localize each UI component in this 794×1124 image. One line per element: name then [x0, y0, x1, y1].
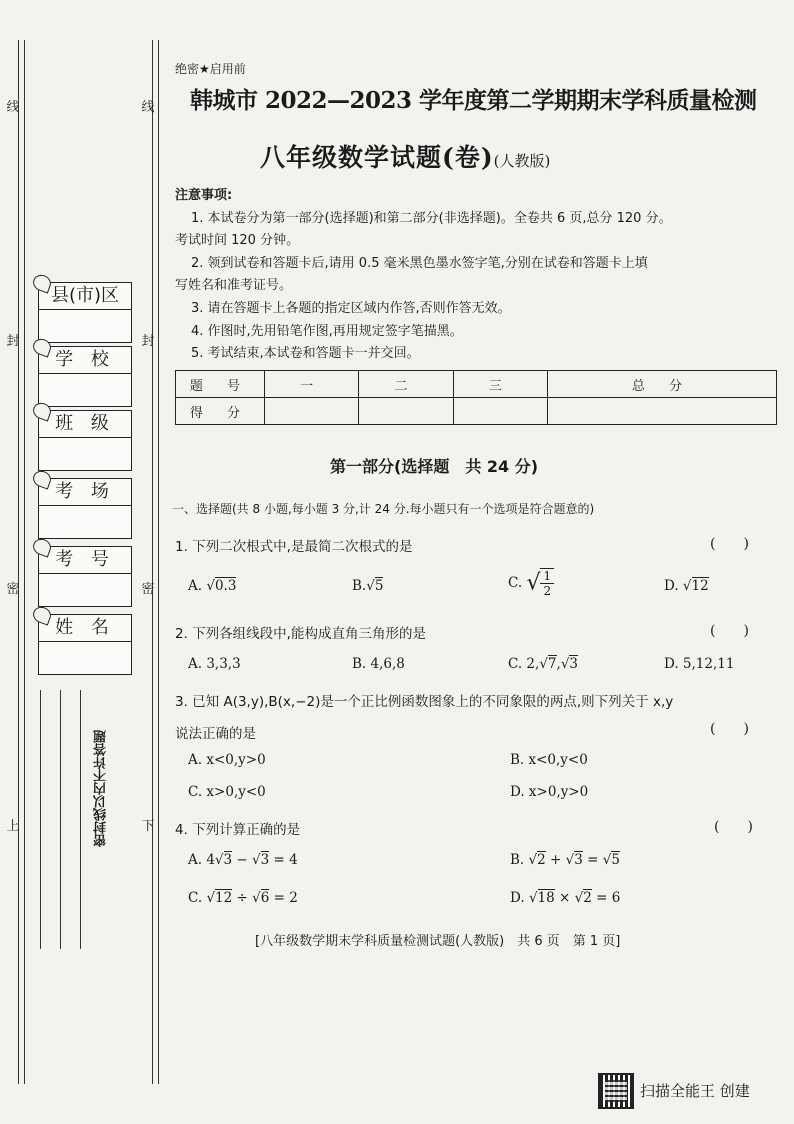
- edition-text: (人教版): [493, 152, 551, 170]
- table-cell: 题 号: [176, 371, 265, 398]
- note-line: 4. 作图时,先用铅笔作图,再用规定签字笔描黑。: [191, 323, 463, 339]
- field-box[interactable]: [38, 310, 132, 343]
- notes: [175, 185, 775, 366]
- opt-letter: A.: [188, 578, 203, 594]
- opt-text: D.: [510, 890, 529, 906]
- exam-room-field[interactable]: [38, 478, 132, 539]
- question-4: 4. 下列计算正确的是: [175, 822, 301, 838]
- score-cell[interactable]: [265, 398, 359, 425]
- margin-char: 上: [6, 819, 20, 834]
- q4-option-d: D. √18 × √2 = 6: [510, 890, 621, 906]
- q1-option-c: [508, 568, 554, 598]
- margin-char: 密: [141, 582, 155, 597]
- note-line: 1. 本试卷分为第一部分(选择题)和第二部分(非选择题)。全卷共 6 页,总分 120 分。: [191, 210, 672, 226]
- opt-letter: B.: [352, 578, 367, 594]
- binding-line-2: [24, 40, 25, 1084]
- q4-option-c: C. √12 ÷ √6 = 2: [188, 890, 298, 906]
- note-line: 写姓名和准考证号。: [175, 278, 293, 294]
- opt-text: A. 4: [188, 852, 215, 868]
- subtitle-text: 八年级数学试题(卷): [260, 143, 494, 172]
- table-cell: 一: [265, 371, 359, 398]
- notes-heading: 注意事项:: [175, 188, 233, 203]
- secret-mark: 绝密★启用前: [175, 62, 246, 76]
- county-field[interactable]: [38, 282, 132, 343]
- name-field[interactable]: [38, 614, 132, 675]
- margin-char: 封: [6, 334, 20, 349]
- field-label: 姓 名: [38, 614, 132, 642]
- margin-char: 线: [6, 100, 20, 115]
- radicand: 3: [223, 852, 233, 868]
- opt-text: = 2: [269, 890, 298, 906]
- answer-paren[interactable]: ( ): [710, 536, 749, 552]
- field-box[interactable]: [38, 506, 132, 539]
- opt-text: C.: [188, 890, 207, 906]
- binding-line-1: [18, 40, 19, 1084]
- binding-line-3: [152, 40, 153, 1084]
- field-label: 考 场: [38, 478, 132, 506]
- exam-number-field[interactable]: [38, 546, 132, 607]
- q1-option-a: A. √0.3: [188, 578, 237, 594]
- denominator: 2: [543, 584, 552, 598]
- question-3-cont: 说法正确的是: [175, 726, 256, 742]
- q2-option-c: C. 2,√7,√3: [508, 656, 579, 672]
- opt-letter: D.: [664, 578, 679, 594]
- radicand: 7: [547, 656, 557, 672]
- qr-code-icon: [598, 1073, 634, 1109]
- opt-text: = 6: [591, 890, 621, 906]
- exam-subtitle: [260, 138, 550, 174]
- scanner-watermark: 扫描全能王 创建: [640, 1082, 750, 1100]
- radicand: 18: [537, 890, 555, 906]
- question-2: 2. 下列各组线段中,能构成直角三角形的是: [175, 626, 426, 642]
- school-field[interactable]: [38, 346, 132, 407]
- page-footer: [八年级数学期末学科质量检测试题(人教版) 共 6 页 第 1 页]: [255, 934, 621, 949]
- table-cell: 总 分: [547, 371, 776, 398]
- radicand: 5: [374, 578, 384, 594]
- radicand: 3: [260, 852, 270, 868]
- radicand: 3: [574, 852, 583, 868]
- opt-letter: C.: [508, 575, 523, 591]
- radicand: 5: [611, 852, 620, 868]
- class-field[interactable]: [38, 410, 132, 471]
- score-cell[interactable]: [359, 398, 453, 425]
- opt-text: = 4: [269, 852, 298, 868]
- radicand: 12: [691, 578, 709, 594]
- score-cell[interactable]: [547, 398, 776, 425]
- q3-option-a: A. x<0,y>0: [188, 752, 266, 768]
- field-label: 班 级: [38, 410, 132, 438]
- field-label: 考 号: [38, 546, 132, 574]
- radicand: 12: [215, 890, 233, 906]
- opt-text: C. 2,: [508, 656, 540, 672]
- note-line: 5. 考试结束,本试卷和答题卡一并交回。: [191, 346, 420, 362]
- note-line: 考试时间 120 分钟。: [175, 233, 300, 249]
- binding-line-4: [158, 40, 159, 1084]
- opt-text: ,: [556, 656, 561, 672]
- seal-line: [40, 690, 41, 949]
- field-box[interactable]: [38, 438, 132, 471]
- q3-option-c: C. x>0,y<0: [188, 784, 266, 800]
- margin-char: 密: [6, 582, 20, 597]
- opt-text: ÷: [232, 890, 253, 906]
- q1-option-d: D. √12: [664, 578, 709, 594]
- opt-text: B.: [510, 852, 529, 868]
- answer-paren[interactable]: ( ): [714, 819, 753, 835]
- part-title: 第一部分(选择题 共 24 分): [330, 457, 539, 476]
- q4-option-b: B. √2 + √3 = √5: [510, 852, 620, 868]
- answer-paren[interactable]: ( ): [710, 721, 749, 737]
- answer-paren[interactable]: ( ): [710, 623, 749, 639]
- table-cell: 得 分: [176, 398, 265, 425]
- radicand: 2: [583, 890, 592, 906]
- no-answer-note: 密封线以内不许答题: [94, 730, 109, 847]
- q4-option-a: A. 4√3 − √3 = 4: [188, 852, 298, 868]
- numerator: 1: [540, 569, 554, 584]
- margin-char: 封: [141, 334, 155, 349]
- opt-text: =: [582, 852, 603, 868]
- q2-option-b: B. 4,6,8: [352, 656, 405, 672]
- score-table: [175, 370, 777, 425]
- fraction: [540, 568, 554, 598]
- question-3: 3. 已知 A(3,y),B(x,−2)是一个正比例函数图象上的不同象限的两点,则下列关于 x,y: [175, 694, 674, 710]
- opt-text: ×: [554, 890, 575, 906]
- radicand: 6: [260, 890, 270, 906]
- sqrt-sign: √: [526, 570, 541, 596]
- score-cell[interactable]: [453, 398, 547, 425]
- table-row: [176, 371, 777, 398]
- margin-char: 线: [141, 100, 155, 115]
- note-line: 3. 请在答题卡上各题的指定区域内作答,否则作答无效。: [191, 300, 511, 316]
- question-1: 1. 下列二次根式中,是最简二次根式的是: [175, 539, 413, 555]
- table-cell: 三: [453, 371, 547, 398]
- opt-text: −: [232, 852, 253, 868]
- field-box[interactable]: [38, 642, 132, 675]
- section-title: 一、选择题(共 8 小题,每小题 3 分,计 24 分.每小题只有一个选项是符合题意的): [172, 502, 595, 516]
- seal-line: [60, 690, 61, 949]
- q3-option-d: D. x>0,y>0: [510, 784, 589, 800]
- field-label: 学 校: [38, 346, 132, 374]
- field-label: 县(市)区: [38, 282, 132, 310]
- field-box[interactable]: [38, 574, 132, 607]
- table-cell: 二: [359, 371, 453, 398]
- q2-option-a: A. 3,3,3: [188, 656, 241, 672]
- radicand: 2: [537, 852, 546, 868]
- note-line: 2. 领到试卷和答题卡后,请用 0.5 毫米黑色墨水签字笔,分别在试卷和答题卡上填: [191, 255, 648, 271]
- exam-title: 韩城市 2022—2023 学年度第二学期期末学科质量检测: [190, 87, 757, 114]
- q2-option-d: D. 5,12,11: [664, 656, 735, 672]
- q1-option-b: B.√5: [352, 578, 384, 594]
- radicand: 0.3: [214, 578, 237, 594]
- q3-option-b: B. x<0,y<0: [510, 752, 588, 768]
- seal-line: [80, 690, 81, 949]
- table-row: [176, 398, 777, 425]
- opt-text: +: [545, 852, 566, 868]
- field-box[interactable]: [38, 374, 132, 407]
- radicand: 3: [569, 656, 579, 672]
- margin-char: 下: [141, 819, 155, 834]
